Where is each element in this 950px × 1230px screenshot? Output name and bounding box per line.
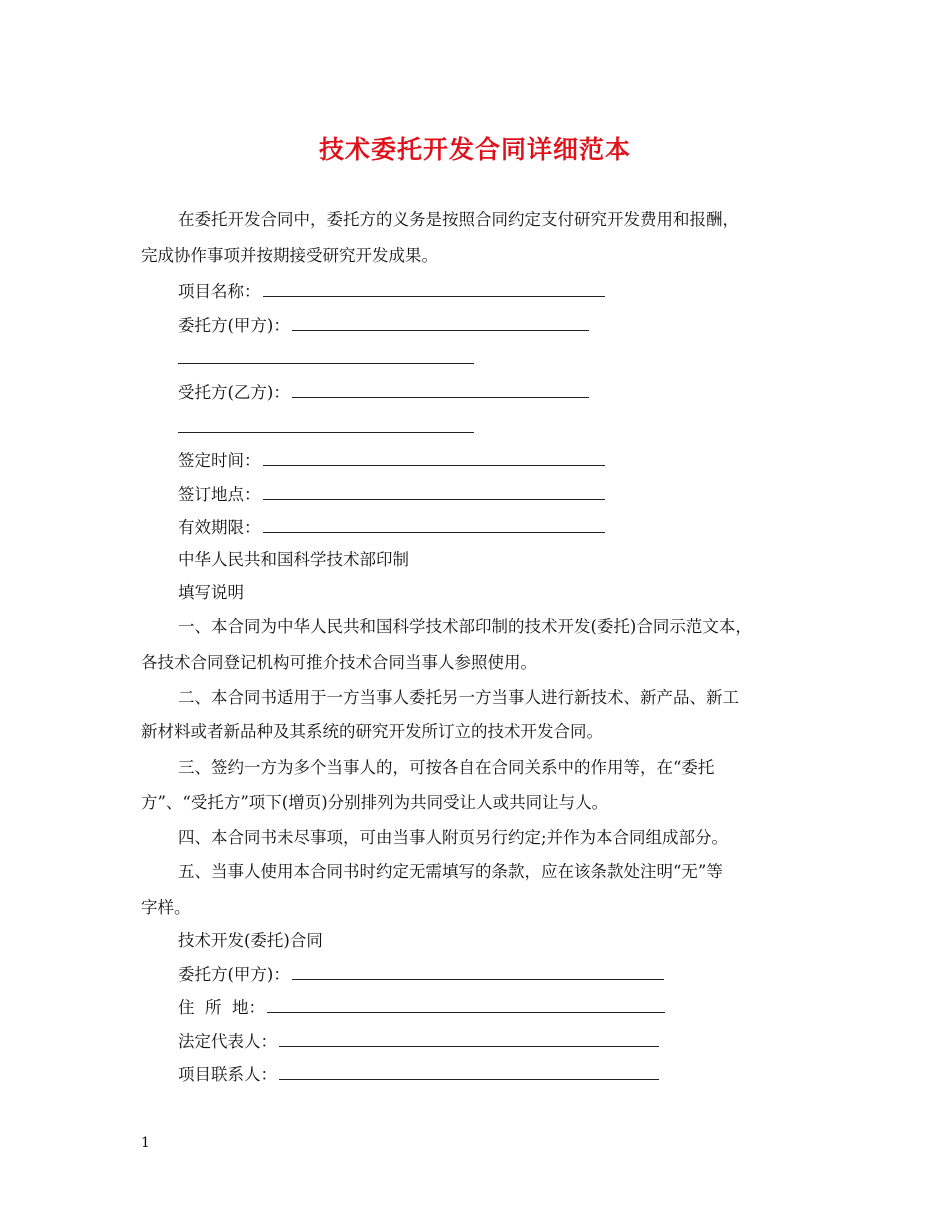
instruction-3-line-2: 方”、“受托方”项下(增页)分别排列为共同受让人或共同让与人。 (141, 793, 609, 812)
blank-line[interactable] (263, 281, 605, 297)
document-title: 技术委托开发合同详细范本 (318, 135, 631, 164)
blank-line[interactable] (279, 1064, 659, 1080)
field-sign-place (178, 484, 605, 506)
blank-line[interactable] (267, 997, 665, 1013)
field-label: 法定代表人： (178, 1032, 277, 1051)
instruction-5-line-2: 字样。 (141, 898, 191, 917)
contract-field-contact (178, 1064, 659, 1086)
field-label: 有效期限： (178, 518, 261, 537)
contract-field-legal-rep (178, 1031, 659, 1053)
intro-line-1: 在委托开发合同中，委托方的义务是按照合同约定支付研究开发费用和报酬， (178, 210, 739, 229)
blank-line[interactable] (279, 1031, 659, 1047)
field-trustee-b (178, 382, 589, 404)
blank-line-continuation[interactable] (178, 362, 474, 364)
field-label: 项目名称： (178, 282, 261, 301)
field-label: 住 所 地： (178, 998, 265, 1017)
blank-line[interactable] (292, 382, 589, 398)
field-client-a (178, 315, 589, 337)
blank-line[interactable] (292, 315, 589, 331)
instruction-3-line-1: 三、签约一方为多个当事人的，可按各自在合同关系中的作用等，在“委托 (178, 758, 715, 777)
printed-by: 中华人民共和国科学技术部印制 (178, 550, 409, 569)
instruction-2-line-1: 二、本合同书适用于一方当事人委托另一方当事人进行新技术、新产品、新工 (178, 688, 739, 707)
blank-line[interactable] (263, 517, 605, 533)
field-label: 项目联系人： (178, 1065, 277, 1084)
blank-line[interactable] (263, 450, 605, 466)
field-label: 受托方(乙方)： (178, 383, 290, 402)
field-label: 委托方(甲方)： (178, 965, 290, 984)
contract-heading: 技术开发(委托)合同 (178, 931, 323, 950)
field-label: 委托方(甲方)： (178, 316, 290, 335)
field-project-name (178, 281, 605, 303)
instruction-2-line-2: 新材料或者新品种及其系统的研究开发所订立的技术开发合同。 (141, 722, 603, 741)
instruction-1-line-1: 一、本合同为中华人民共和国科学技术部印制的技术开发(委托)合同示范文本， (178, 617, 752, 636)
field-validity (178, 517, 605, 539)
field-label: 签定时间： (178, 451, 261, 470)
instruction-5-line-1: 五、当事人使用本合同书时约定无需填写的条款，应在该条款处注明“无”等 (178, 862, 723, 881)
contract-field-client-a (178, 964, 664, 986)
blank-line[interactable] (292, 964, 664, 980)
intro-line-2: 完成协作事项并按期接受研究开发成果。 (141, 246, 438, 265)
instructions-heading: 填写说明 (178, 583, 244, 602)
field-sign-time (178, 450, 605, 472)
blank-line-continuation[interactable] (178, 431, 474, 433)
field-label: 签订地点： (178, 485, 261, 504)
instruction-4-line-1: 四、本合同书未尽事项，可由当事人附页另行约定;并作为本合同组成部分。 (178, 828, 729, 847)
blank-line[interactable] (263, 484, 605, 500)
contract-field-address (178, 997, 665, 1019)
instruction-1-line-2: 各技术合同登记机构可推介技术合同当事人参照使用。 (141, 653, 537, 672)
page-number: 1 (141, 1135, 150, 1151)
